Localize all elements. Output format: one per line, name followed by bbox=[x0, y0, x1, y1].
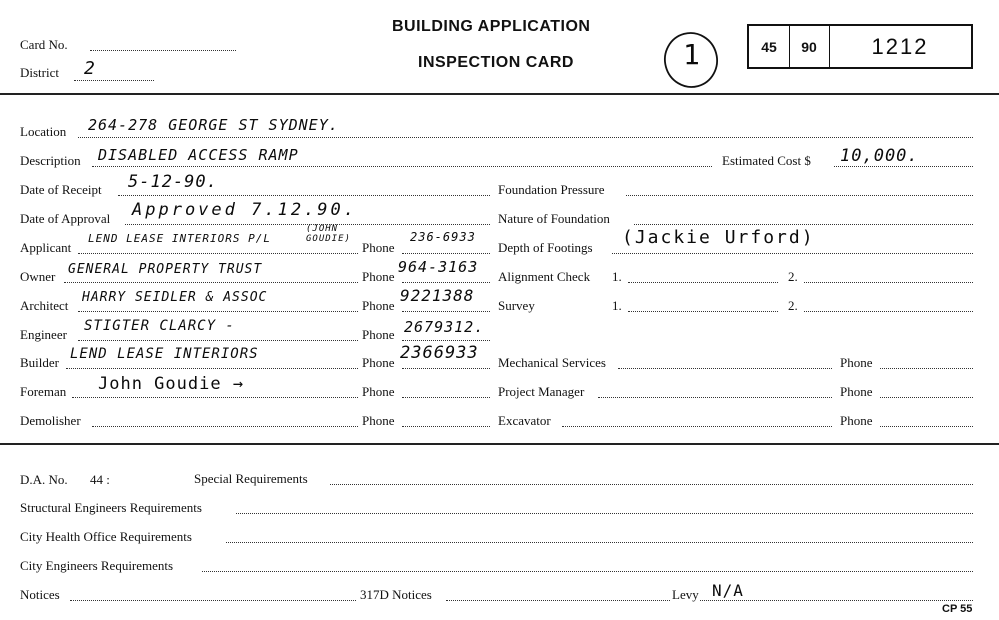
survey-1: 1. bbox=[612, 298, 622, 313]
excavator-label: Excavator bbox=[498, 413, 551, 428]
demolisher-phone-field[interactable] bbox=[402, 426, 490, 427]
description-field[interactable] bbox=[92, 166, 712, 167]
foreman-phone-label: Phone bbox=[362, 384, 395, 399]
special-requirements-label: Special Requirements bbox=[194, 471, 308, 486]
architect-phone: 9221388 bbox=[400, 286, 475, 305]
owner-phone-label: Phone bbox=[362, 269, 395, 284]
foreman-field[interactable] bbox=[72, 397, 358, 398]
engineer-phone: 2679312. bbox=[404, 318, 485, 336]
builder-phone-field[interactable] bbox=[402, 368, 490, 369]
notices-label: Notices bbox=[20, 587, 60, 602]
builder-value: LEND LEASE INTERIORS bbox=[70, 346, 259, 362]
alignment-check-1: 1. bbox=[612, 269, 622, 284]
builder-field[interactable] bbox=[66, 368, 358, 369]
date-of-receipt-label: Date of Receipt bbox=[20, 182, 102, 197]
nature-of-foundation-field[interactable] bbox=[634, 224, 973, 225]
alignment-check-field-1[interactable] bbox=[628, 282, 778, 283]
foundation-pressure-label: Foundation Pressure bbox=[498, 182, 605, 197]
applicant-phone: 236-6933 bbox=[410, 230, 476, 244]
card-no-label: Card No. bbox=[20, 37, 68, 52]
owner-phone: 964-3163 bbox=[398, 258, 479, 276]
form-title-line2: INSPECTION CARD bbox=[418, 54, 574, 71]
architect-label: Architect bbox=[20, 298, 69, 313]
applicant-phone-field[interactable] bbox=[402, 253, 490, 254]
notices-317d-label: 317D Notices bbox=[360, 587, 432, 602]
description-value: DISABLED ACCESS RAMP bbox=[98, 146, 299, 164]
district-field[interactable] bbox=[74, 80, 154, 81]
notices-317d-field[interactable] bbox=[446, 600, 670, 601]
special-requirements-field[interactable] bbox=[330, 484, 973, 485]
district-value: 2 bbox=[84, 58, 96, 79]
form-code: CP 55 bbox=[942, 603, 973, 615]
district-label: District bbox=[20, 65, 59, 80]
city-health-field[interactable] bbox=[226, 542, 973, 543]
survey-label: Survey bbox=[498, 298, 535, 313]
ref-cell-3: 1212 bbox=[871, 33, 929, 59]
levy-value: N/A bbox=[712, 581, 744, 600]
architect-phone-field[interactable] bbox=[402, 311, 490, 312]
foundation-pressure-field[interactable] bbox=[626, 195, 973, 196]
location-value: 264-278 GEORGE ST SYDNEY. bbox=[88, 116, 339, 134]
applicant-contact: (JOHN GOUDIE) bbox=[306, 224, 351, 244]
builder-phone: 2366933 bbox=[400, 343, 479, 363]
excavator-phone-field[interactable] bbox=[880, 426, 973, 427]
nature-of-foundation-label: Nature of Foundation bbox=[498, 211, 610, 226]
city-engineers-field[interactable] bbox=[202, 571, 973, 572]
applicant-phone-label: Phone bbox=[362, 240, 395, 255]
project-manager-phone-field[interactable] bbox=[880, 397, 973, 398]
engineer-field[interactable] bbox=[78, 340, 358, 341]
owner-field[interactable] bbox=[64, 282, 358, 283]
estimated-cost-value: 10,000. bbox=[840, 146, 919, 166]
depth-of-footings-value: (Jackie Urford) bbox=[622, 227, 815, 248]
mechanical-services-phone-field[interactable] bbox=[880, 368, 973, 369]
depth-of-footings-label: Depth of Footings bbox=[498, 240, 593, 255]
foreman-label: Foreman bbox=[20, 384, 67, 399]
description-label: Description bbox=[20, 153, 81, 168]
applicant-field[interactable] bbox=[78, 253, 358, 254]
depth-of-footings-field[interactable] bbox=[612, 253, 973, 254]
foreman-value: John Goudie → bbox=[98, 374, 245, 394]
survey-2: 2. bbox=[788, 298, 798, 313]
project-manager-field[interactable] bbox=[598, 397, 832, 398]
date-of-receipt-value: 5-12-90. bbox=[128, 172, 218, 192]
excavator-phone-label: Phone bbox=[840, 413, 873, 428]
circled-number: 1 bbox=[683, 38, 701, 71]
architect-value: HARRY SEIDLER & ASSOC bbox=[82, 290, 268, 305]
form-title-line1: BUILDING APPLICATION bbox=[392, 18, 591, 35]
city-engineers-label: City Engineers Requirements bbox=[20, 558, 174, 573]
demolisher-field[interactable] bbox=[92, 426, 358, 427]
applicant-value: LEND LEASE INTERIORS P/L bbox=[88, 232, 271, 245]
levy-field[interactable] bbox=[700, 600, 973, 601]
engineer-phone-field[interactable] bbox=[402, 340, 490, 341]
structural-requirements-field[interactable] bbox=[236, 513, 973, 514]
owner-value: GENERAL PROPERTY TRUST bbox=[68, 262, 263, 277]
owner-phone-field[interactable] bbox=[402, 282, 490, 283]
engineer-label: Engineer bbox=[20, 327, 67, 342]
demolisher-label: Demolisher bbox=[20, 413, 81, 428]
date-of-approval-value: Approved 7.12.90. bbox=[132, 200, 357, 220]
project-manager-phone-label: Phone bbox=[840, 384, 873, 399]
section-divider bbox=[0, 443, 999, 445]
estimated-cost-label: Estimated Cost $ bbox=[722, 153, 811, 168]
date-of-receipt-field[interactable] bbox=[118, 195, 490, 196]
mechanical-services-phone-label: Phone bbox=[840, 355, 873, 370]
owner-label: Owner bbox=[20, 269, 56, 284]
alignment-check-label: Alignment Check bbox=[498, 269, 591, 284]
ref-cell-2: 90 bbox=[789, 26, 830, 67]
da-no-value: 44 : bbox=[90, 472, 110, 487]
da-no-label: D.A. No. bbox=[20, 472, 68, 487]
foreman-phone-field[interactable] bbox=[402, 397, 490, 398]
builder-label: Builder bbox=[20, 355, 59, 370]
city-health-label: City Health Office Requirements bbox=[20, 529, 192, 544]
mechanical-services-field[interactable] bbox=[618, 368, 832, 369]
alignment-check-field-2[interactable] bbox=[804, 282, 973, 283]
builder-phone-label: Phone bbox=[362, 355, 395, 370]
card-no-field[interactable] bbox=[90, 50, 236, 51]
applicant-label: Applicant bbox=[20, 240, 72, 255]
demolisher-phone-label: Phone bbox=[362, 413, 395, 428]
mechanical-services-label: Mechanical Services bbox=[498, 355, 606, 370]
estimated-cost-field[interactable] bbox=[834, 166, 973, 167]
architect-field[interactable] bbox=[78, 311, 358, 312]
engineer-phone-label: Phone bbox=[362, 327, 395, 342]
structural-requirements-label: Structural Engineers Requirements bbox=[20, 500, 202, 515]
levy-label: Levy bbox=[672, 587, 699, 602]
ref-cell-1: 45 bbox=[749, 26, 790, 67]
alignment-check-2: 2. bbox=[788, 269, 798, 284]
date-of-approval-label: Date of Approval bbox=[20, 211, 111, 226]
location-label: Location bbox=[20, 124, 67, 139]
project-manager-label: Project Manager bbox=[498, 384, 585, 399]
engineer-value: STIGTER CLARCY - bbox=[84, 318, 235, 334]
header-divider bbox=[0, 93, 999, 95]
location-field[interactable] bbox=[78, 137, 973, 138]
architect-phone-label: Phone bbox=[362, 298, 395, 313]
survey-field-2[interactable] bbox=[804, 311, 973, 312]
notices-field[interactable] bbox=[70, 600, 356, 601]
excavator-field[interactable] bbox=[562, 426, 832, 427]
survey-field-1[interactable] bbox=[628, 311, 778, 312]
reference-box bbox=[747, 24, 973, 69]
